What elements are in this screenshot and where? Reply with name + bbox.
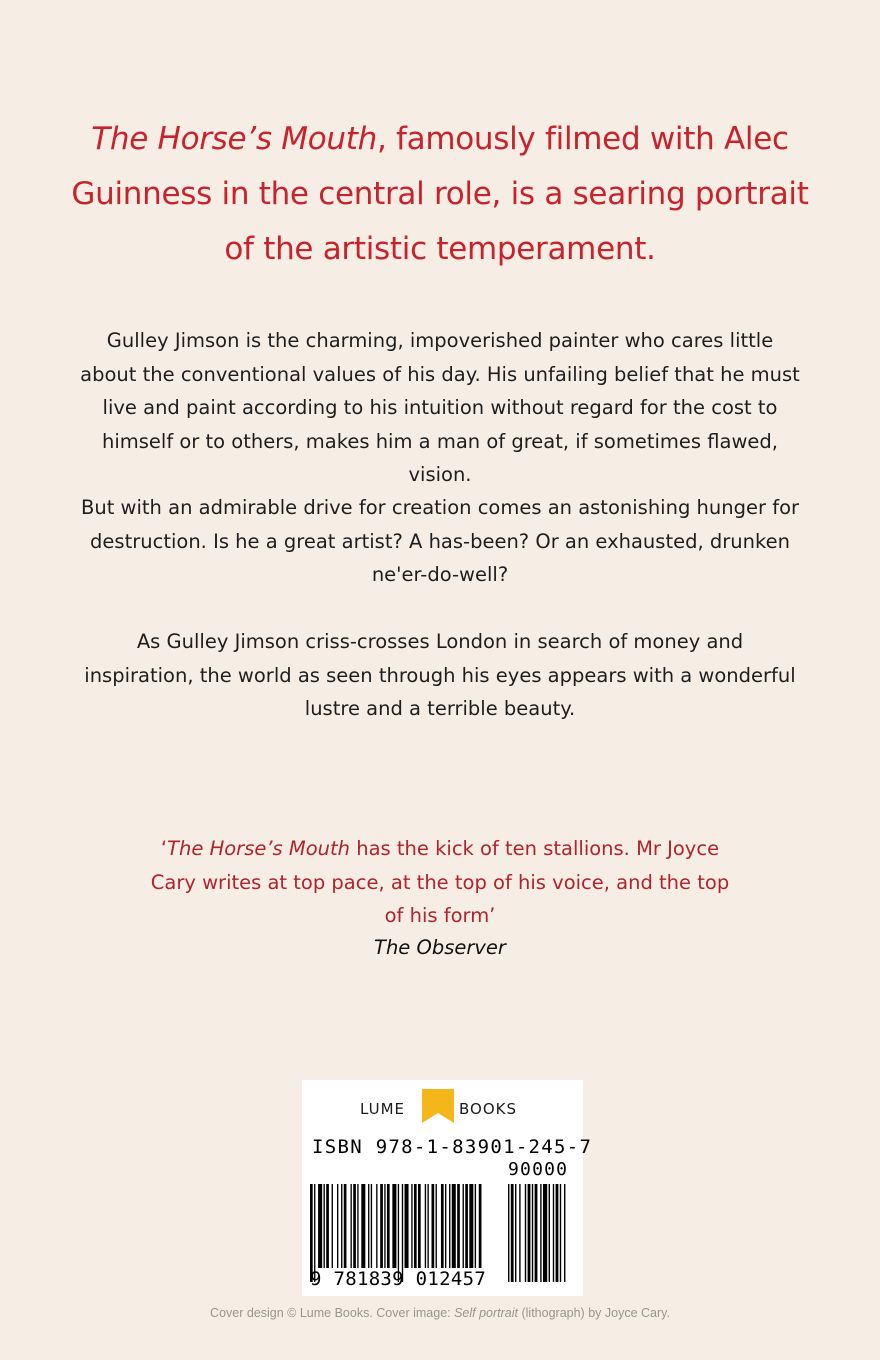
- barcode-addon-bar: [508, 1184, 509, 1282]
- barcode-bar: [425, 1184, 426, 1268]
- credit-work-title: Self portrait: [454, 1306, 519, 1320]
- headline: [60, 112, 820, 277]
- barcode-bar: [445, 1184, 446, 1268]
- barcode-bar: [344, 1184, 347, 1268]
- barcode-bar: [387, 1184, 390, 1268]
- barcode-bar: [427, 1184, 428, 1268]
- barcode-bar: [341, 1184, 342, 1268]
- review-source: The Observer: [374, 936, 506, 959]
- barcode-graphic: [302, 1080, 583, 1296]
- barcode-bar: [414, 1184, 417, 1268]
- cover-credit: [40, 1306, 840, 1320]
- barcode-bar: [384, 1184, 385, 1268]
- barcode-panel: [302, 1080, 593, 1296]
- headline-text-rest: Guinness in the central role, is a searing portrait of the artistic temperament.: [71, 176, 809, 267]
- barcode-bar: [441, 1184, 444, 1268]
- barcode-bar: [463, 1184, 464, 1268]
- barcode-addon-bar: [540, 1184, 541, 1282]
- barcode-bar: [368, 1184, 369, 1268]
- barcode-bar: [326, 1184, 329, 1268]
- credit-prefix: Cover design © Lume Books. Cover image:: [210, 1306, 455, 1320]
- barcode-bar: [371, 1184, 372, 1268]
- barcode-addon-bar: [549, 1184, 550, 1282]
- barcode-addon-bar: [519, 1184, 520, 1282]
- barcode-bar: [392, 1184, 396, 1268]
- barcode-bar: [405, 1184, 409, 1268]
- price-code: 90000: [508, 1159, 569, 1180]
- barcode-addon-bar: [525, 1184, 526, 1282]
- barcode-bar: [436, 1184, 437, 1268]
- barcode-addon-bar: [528, 1184, 531, 1282]
- review-text: has the kick of ten stallions. Mr Joyce Cary writes at top pace, at the top of his voice, and the top of his form’: [150, 837, 730, 927]
- barcode-bar: [475, 1184, 476, 1268]
- barcode-bar: [449, 1184, 450, 1268]
- barcode-addon-bar: [556, 1184, 559, 1282]
- barcode-bar: [380, 1184, 383, 1268]
- headline-book-title: The Horse’s Mouth: [91, 121, 377, 157]
- barcode-bar: [351, 1184, 352, 1268]
- blurb-paragraph-1: Gulley Jimson is the charming, impoverished painter who cares little about the conventional values of his day. His unfailing belief that he must live and paint according to his intuition without regard for the cost to himself or to others, makes him a man of great, if sometimes flawed, vision.: [80, 329, 800, 486]
- barcode-bar: [452, 1184, 456, 1268]
- barcode-addon-bar: [564, 1184, 565, 1282]
- barcode-bar: [479, 1184, 482, 1268]
- publisher-logo-lume: LUME: [360, 1100, 406, 1118]
- barcode-addon-bar: [553, 1184, 554, 1282]
- barcode-addon-bar: [511, 1184, 514, 1282]
- barcode-bar: [418, 1184, 421, 1268]
- barcode-bar: [353, 1184, 356, 1268]
- barcode-addon-bar: [543, 1184, 547, 1282]
- review-quote: [140, 832, 740, 933]
- barcode-bar: [337, 1184, 338, 1268]
- barcode-bar: [465, 1184, 468, 1268]
- barcode-bar: [357, 1184, 358, 1268]
- ean-number: 9 781839 012457: [310, 1268, 487, 1290]
- barcode-bar: [318, 1184, 322, 1268]
- credit-suffix: (lithograph) by Joyce Cary.: [518, 1306, 670, 1320]
- review-book-title: The Horse’s Mouth: [167, 837, 351, 860]
- review-open-quote: ‘: [160, 837, 168, 860]
- barcode-addon-bar: [515, 1184, 516, 1282]
- isbn-label: ISBN 978-1-83901-245-7: [312, 1136, 593, 1158]
- barcode-bar: [432, 1184, 435, 1268]
- barcode-addon-bar: [535, 1184, 538, 1282]
- blurb-paragraph-3: As Gulley Jimson criss-crosses London in search of money and inspiration, the world as seen through his eyes appears with a wonderful lustre and a terrible beauty.: [84, 630, 796, 720]
- barcode-bar: [361, 1184, 365, 1268]
- barcode-bar: [411, 1184, 412, 1268]
- headline-text-line1: , famously filmed with Alec: [376, 121, 789, 157]
- blurb-paragraph-2: But with an admirable drive for creation comes an astonishing hunger for destruction. Is he a great artist? A has-been? Or an exhausted, drunken ne'er-do-well?: [80, 496, 800, 586]
- barcode-bar: [332, 1184, 333, 1268]
- barcode-addon-bar: [560, 1184, 561, 1282]
- barcode-bar: [457, 1184, 460, 1268]
- barcode-bar: [469, 1184, 473, 1268]
- barcode-bar: [376, 1184, 377, 1268]
- publisher-logo-books: BOOKS: [459, 1100, 517, 1118]
- barcode-bar: [324, 1184, 325, 1268]
- barcode-addon-bar: [532, 1184, 533, 1282]
